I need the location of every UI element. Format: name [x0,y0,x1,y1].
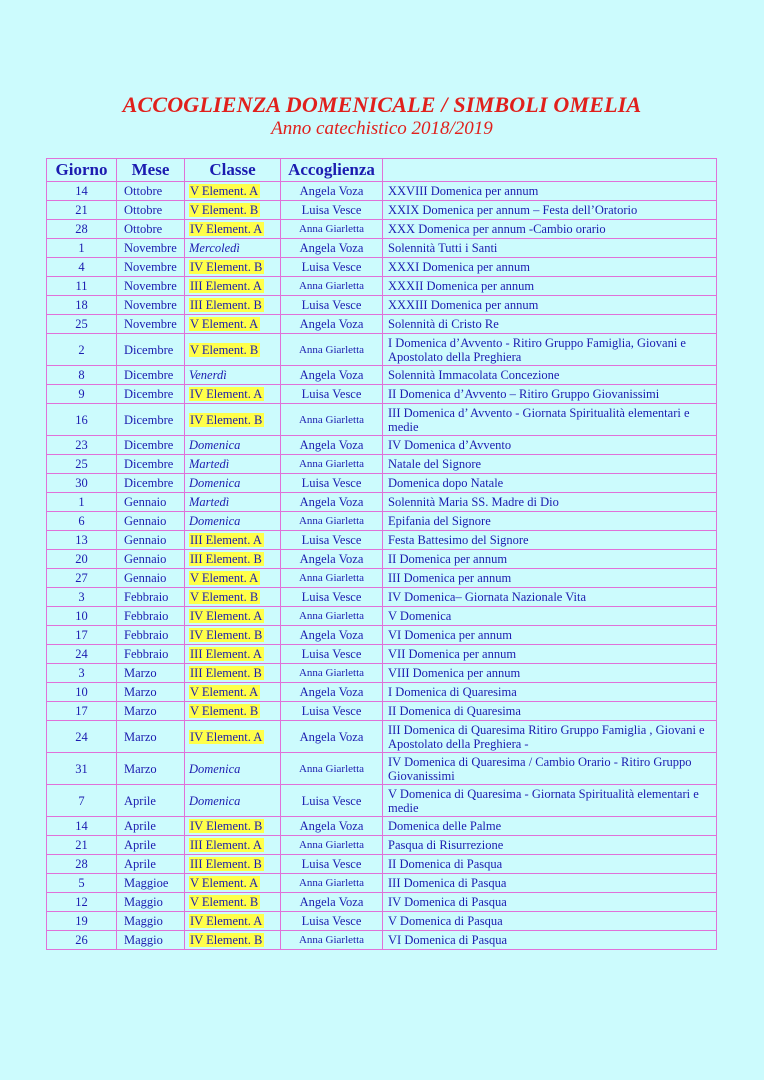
cell-mese: Dicembre [117,334,185,366]
cell-descrizione: Epifania del Signore [383,512,717,531]
cell-mese: Maggio [117,893,185,912]
cell-mese: Marzo [117,721,185,753]
cell-classe [185,836,281,855]
cell-accoglienza: Luisa Vesce [281,296,383,315]
cell-classe [185,201,281,220]
cell-accoglienza: Luisa Vesce [281,588,383,607]
cell-accoglienza: Luisa Vesce [281,645,383,664]
column-header-mese: Mese [117,159,185,182]
cell-descrizione: VIII Domenica per annum [383,664,717,683]
cell-classe [185,334,281,366]
cell-giorno: 14 [47,182,117,201]
cell-giorno: 28 [47,855,117,874]
cell-accoglienza: Luisa Vesce [281,855,383,874]
cell-classe [185,493,281,512]
cell-classe [185,455,281,474]
cell-mese: Marzo [117,753,185,785]
cell-descrizione: III Domenica di Pasqua [383,874,717,893]
cell-mese: Marzo [117,683,185,702]
classe-highlight: V Element. B [190,342,259,357]
classe-day: Martedì [189,495,230,509]
classe-day: Martedì [189,457,230,471]
cell-descrizione: III Domenica per annum [383,569,717,588]
table-row [47,201,717,220]
table-row [47,645,717,664]
classe-day: Mercoledì [189,241,240,255]
classe-highlight: IV Element. B [190,260,263,274]
classe-day: Domenica [189,476,241,490]
cell-descrizione: Natale del Signore [383,455,717,474]
cell-giorno: 16 [47,404,117,436]
column-header-descrizione [383,159,717,182]
table-row [47,366,717,385]
table-row [47,683,717,702]
cell-accoglienza: Angela Voza [281,893,383,912]
cell-accoglienza: Anna Giarletta [281,334,383,366]
cell-giorno: 28 [47,220,117,239]
cell-giorno: 18 [47,296,117,315]
cell-descrizione: V Domenica di Pasqua [383,912,717,931]
cell-accoglienza: Angela Voza [281,366,383,385]
cell-mese: Maggio [117,931,185,950]
cell-descrizione: III Domenica di Quaresima Ritiro Gruppo Famiglia , Giovani e Apostolato della Preghiera - [383,721,717,753]
cell-mese: Marzo [117,702,185,721]
classe-day: Venerdì [189,368,227,382]
cell-giorno: 14 [47,817,117,836]
cell-mese: Novembre [117,239,185,258]
cell-accoglienza: Anna Giarletta [281,931,383,950]
cell-giorno: 8 [47,366,117,385]
cell-giorno: 6 [47,512,117,531]
cell-giorno: 19 [47,912,117,931]
cell-mese: Dicembre [117,385,185,404]
cell-accoglienza: Anna Giarletta [281,569,383,588]
classe-highlight: III Element. B [190,666,262,680]
table-row [47,385,717,404]
table-row [47,334,717,366]
cell-classe [185,855,281,874]
cell-classe [185,912,281,931]
cell-classe [185,607,281,626]
cell-giorno: 30 [47,474,117,493]
cell-giorno: 1 [47,239,117,258]
cell-classe [185,931,281,950]
cell-descrizione: Solennità di Cristo Re [383,315,717,334]
classe-highlight: III Element. A [190,279,262,293]
cell-accoglienza: Anna Giarletta [281,455,383,474]
table-row [47,404,717,436]
cell-descrizione: II Domenica di Pasqua [383,855,717,874]
cell-giorno: 10 [47,683,117,702]
classe-highlight: V Element. B [190,704,259,718]
cell-mese: Dicembre [117,366,185,385]
cell-giorno: 13 [47,531,117,550]
cell-mese: Aprile [117,836,185,855]
cell-mese: Gennaio [117,550,185,569]
cell-mese: Dicembre [117,474,185,493]
classe-highlight: IV Element. A [190,222,263,236]
cell-accoglienza: Anna Giarletta [281,836,383,855]
cell-accoglienza: Luisa Vesce [281,702,383,721]
cell-mese: Novembre [117,296,185,315]
cell-descrizione: II Domenica d’Avvento – Ritiro Gruppo Giovanissimi [383,385,717,404]
classe-highlight: V Element. A [190,571,259,585]
cell-classe [185,874,281,893]
table-row [47,550,717,569]
cell-giorno: 23 [47,436,117,455]
cell-descrizione: Domenica dopo Natale [383,474,717,493]
cell-classe [185,664,281,683]
cell-giorno: 10 [47,607,117,626]
classe-highlight: III Element. B [190,298,262,312]
table-row [47,874,717,893]
classe-highlight: V Element. B [190,590,259,604]
cell-mese: Febbraio [117,607,185,626]
cell-classe [185,683,281,702]
cell-mese: Febbraio [117,588,185,607]
cell-descrizione: XXVIII Domenica per annum [383,182,717,201]
classe-day: Domenica [189,514,241,528]
cell-accoglienza: Angela Voza [281,817,383,836]
cell-accoglienza: Anna Giarletta [281,874,383,893]
cell-giorno: 24 [47,721,117,753]
cell-mese: Aprile [117,785,185,817]
cell-mese: Maggio [117,912,185,931]
cell-classe [185,182,281,201]
table-row [47,455,717,474]
table-row [47,512,717,531]
cell-accoglienza: Luisa Vesce [281,912,383,931]
table-row [47,785,717,817]
table-row [47,220,717,239]
cell-descrizione: V Domenica [383,607,717,626]
cell-giorno: 31 [47,753,117,785]
classe-highlight: V Element. A [190,317,259,331]
table-row [47,702,717,721]
cell-mese: Dicembre [117,455,185,474]
cell-descrizione: Solennità Immacolata Concezione [383,366,717,385]
cell-giorno: 25 [47,455,117,474]
cell-accoglienza: Angela Voza [281,315,383,334]
cell-giorno: 2 [47,334,117,366]
table-row [47,753,717,785]
table-row [47,931,717,950]
classe-highlight: III Element. A [190,533,262,547]
cell-mese: Gennaio [117,531,185,550]
classe-highlight: V Element. B [190,895,259,909]
cell-giorno: 24 [47,645,117,664]
cell-classe [185,702,281,721]
classe-highlight: III Element. B [190,552,262,566]
classe-highlight: V Element. A [190,876,259,890]
classe-highlight: IV Element. B [190,628,263,642]
cell-giorno: 1 [47,493,117,512]
classe-highlight: V Element. A [190,685,259,699]
cell-classe [185,785,281,817]
cell-giorno: 20 [47,550,117,569]
classe-highlight: V Element. A [190,184,259,198]
cell-giorno: 12 [47,893,117,912]
cell-giorno: 3 [47,588,117,607]
cell-mese: Dicembre [117,404,185,436]
table-row [47,893,717,912]
cell-mese: Ottobre [117,220,185,239]
cell-mese: Gennaio [117,493,185,512]
cell-descrizione: XXXII Domenica per annum [383,277,717,296]
table-row [47,474,717,493]
cell-accoglienza: Angela Voza [281,239,383,258]
cell-classe [185,277,281,296]
cell-accoglienza: Angela Voza [281,493,383,512]
classe-highlight: III Element. A [190,647,262,661]
cell-descrizione: VI Domenica per annum [383,626,717,645]
classe-highlight: III Element. A [190,838,262,852]
cell-mese: Ottobre [117,182,185,201]
table-row [47,436,717,455]
classe-highlight: IV Element. A [190,914,263,928]
cell-classe [185,366,281,385]
cell-accoglienza: Angela Voza [281,182,383,201]
cell-descrizione: II Domenica per annum [383,550,717,569]
classe-highlight: IV Element. B [190,412,263,427]
cell-mese: Ottobre [117,201,185,220]
cell-mese: Gennaio [117,512,185,531]
classe-day: Domenica [189,438,241,452]
cell-accoglienza: Angela Voza [281,721,383,753]
cell-classe [185,531,281,550]
cell-giorno: 25 [47,315,117,334]
cell-accoglienza: Luisa Vesce [281,201,383,220]
cell-mese: Maggioe [117,874,185,893]
cell-classe [185,296,281,315]
cell-classe [185,512,281,531]
cell-giorno: 17 [47,626,117,645]
cell-descrizione: Solennità Tutti i Santi [383,239,717,258]
cell-classe [185,626,281,645]
cell-descrizione: I Domenica d’Avvento - Ritiro Gruppo Famiglia, Giovani e Apostolato della Preghiera [383,334,717,366]
cell-accoglienza: Anna Giarletta [281,607,383,626]
cell-classe [185,239,281,258]
table-row [47,664,717,683]
table-row [47,277,717,296]
cell-mese: Novembre [117,315,185,334]
cell-descrizione: III Domenica d’ Avvento - Giornata Spiritualità elementari e medie [383,404,717,436]
table-row [47,315,717,334]
classe-highlight: IV Element. A [190,729,263,744]
cell-giorno: 7 [47,785,117,817]
cell-mese: Febbraio [117,645,185,664]
cell-descrizione: IV Domenica di Pasqua [383,893,717,912]
cell-descrizione: IV Domenica di Quaresima / Cambio Orario - Ritiro Gruppo Giovanissimi [383,753,717,785]
table-row [47,855,717,874]
cell-descrizione: Festa Battesimo del Signore [383,531,717,550]
cell-accoglienza: Anna Giarletta [281,753,383,785]
cell-descrizione: XXIX Domenica per annum – Festa dell’Oratorio [383,201,717,220]
cell-descrizione: II Domenica di Quaresima [383,702,717,721]
cell-giorno: 3 [47,664,117,683]
cell-mese: Marzo [117,664,185,683]
table-row [47,182,717,201]
cell-giorno: 21 [47,201,117,220]
cell-giorno: 21 [47,836,117,855]
cell-mese: Febbraio [117,626,185,645]
cell-classe [185,550,281,569]
table-body [47,182,717,950]
cell-accoglienza: Luisa Vesce [281,474,383,493]
table-row [47,607,717,626]
cell-descrizione: IV Domenica– Giornata Nazionale Vita [383,588,717,607]
classe-highlight: IV Element. B [190,933,263,947]
cell-classe [185,588,281,607]
cell-descrizione: VII Domenica per annum [383,645,717,664]
cell-accoglienza: Anna Giarletta [281,404,383,436]
table-row [47,239,717,258]
cell-classe [185,753,281,785]
cell-classe [185,404,281,436]
table-row [47,817,717,836]
cell-descrizione: VI Domenica di Pasqua [383,931,717,950]
page-title: ACCOGLIENZA DOMENICALE / SIMBOLI OMELIA [122,92,642,117]
cell-classe [185,817,281,836]
cell-accoglienza: Angela Voza [281,626,383,645]
cell-descrizione: Pasqua di Risurrezione [383,836,717,855]
cell-giorno: 27 [47,569,117,588]
table-row [47,493,717,512]
cell-classe [185,569,281,588]
table-row [47,531,717,550]
cell-mese: Novembre [117,277,185,296]
cell-giorno: 4 [47,258,117,277]
cell-descrizione: IV Domenica d’Avvento [383,436,717,455]
column-header-giorno: Giorno [47,159,117,182]
cell-accoglienza: Luisa Vesce [281,785,383,817]
cell-classe [185,385,281,404]
table-row [47,588,717,607]
table-row [47,912,717,931]
cell-classe [185,721,281,753]
cell-giorno: 5 [47,874,117,893]
table-row [47,626,717,645]
page-subtitle: Anno catechistico 2018/2019 [271,118,493,139]
cell-descrizione: Solennità Maria SS. Madre di Dio [383,493,717,512]
cell-accoglienza: Anna Giarletta [281,220,383,239]
cell-accoglienza: Anna Giarletta [281,664,383,683]
table-row [47,721,717,753]
cell-giorno: 17 [47,702,117,721]
cell-descrizione: Domenica delle Palme [383,817,717,836]
cell-accoglienza: Luisa Vesce [281,258,383,277]
column-header-accoglienza: Accoglienza [281,159,383,182]
cell-descrizione: XXXIII Domenica per annum [383,296,717,315]
cell-giorno: 9 [47,385,117,404]
cell-mese: Aprile [117,817,185,836]
classe-highlight: IV Element. A [190,609,263,623]
cell-giorno: 11 [47,277,117,296]
cell-classe [185,258,281,277]
cell-descrizione: XXXI Domenica per annum [383,258,717,277]
table-row [47,296,717,315]
classe-highlight: III Element. B [190,857,262,871]
cell-classe [185,436,281,455]
classe-highlight: V Element. B [190,203,259,217]
cell-classe [185,220,281,239]
classe-highlight: IV Element. B [190,819,263,833]
cell-classe [185,315,281,334]
cell-mese: Dicembre [117,436,185,455]
cell-mese: Gennaio [117,569,185,588]
column-header-classe: Classe [185,159,281,182]
cell-accoglienza: Angela Voza [281,683,383,702]
cell-descrizione: V Domenica di Quaresima - Giornata Spiritualità elementari e medie [383,785,717,817]
cell-mese: Novembre [117,258,185,277]
cell-descrizione: XXX Domenica per annum -Cambio orario [383,220,717,239]
cell-accoglienza: Anna Giarletta [281,277,383,296]
cell-classe [185,645,281,664]
cell-accoglienza: Angela Voza [281,436,383,455]
classe-day: Domenica [189,793,241,808]
cell-giorno: 26 [47,931,117,950]
cell-accoglienza: Luisa Vesce [281,531,383,550]
cell-accoglienza: Luisa Vesce [281,385,383,404]
table-row [47,569,717,588]
table-header-row [47,159,717,182]
cell-accoglienza: Anna Giarletta [281,512,383,531]
cell-mese: Aprile [117,855,185,874]
cell-classe [185,474,281,493]
cell-descrizione: I Domenica di Quaresima [383,683,717,702]
schedule-table [46,158,717,950]
cell-classe [185,893,281,912]
table-row [47,258,717,277]
classe-day: Domenica [189,761,241,776]
cell-accoglienza: Angela Voza [281,550,383,569]
table-row [47,836,717,855]
classe-highlight: IV Element. A [190,387,263,401]
